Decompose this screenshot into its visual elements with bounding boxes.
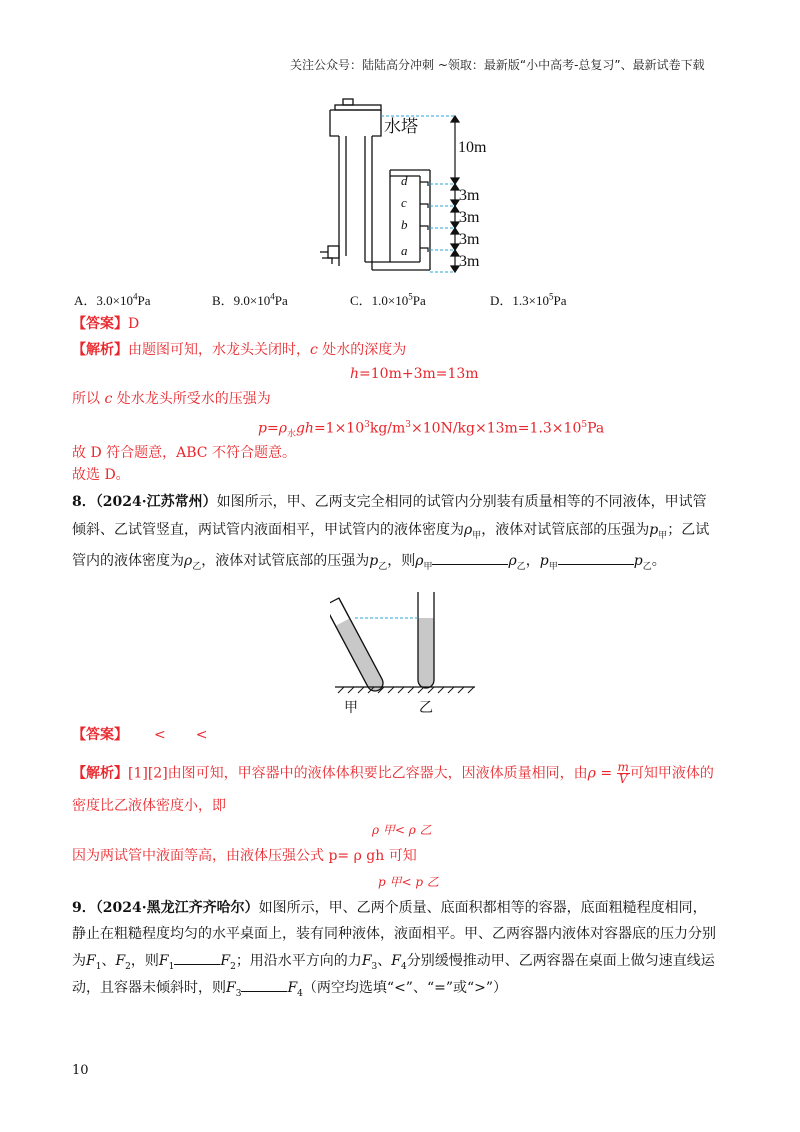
q9-blank-1 (174, 950, 220, 965)
page-number: 10 (72, 1063, 89, 1078)
q7-analysis-line2: 所以 c 处水龙头所受水的压强为 (72, 391, 271, 407)
option-c: C．$1.0\times 10^5Pa$ (350, 291, 426, 308)
label-yi: 乙 (419, 701, 433, 716)
q9-line4: 动，且容器未倾斜时，则$F_3$ $F_4$（两空均选填“<”、“=”或“>”） (72, 977, 507, 1004)
q8-formula-1: ρ 甲< ρ 乙 (372, 823, 432, 837)
q8-blank-2 (558, 550, 634, 565)
page-header: 关注公众号：陆陆高分冲刺 ~领取：最新版“小中高考-总复习”、最新试卷下载 (290, 58, 705, 72)
q8-analysis-line2: 密度比乙液体密度小，即 (72, 798, 226, 814)
q8-answer: 【答案】 < < (72, 727, 208, 743)
q8-stem-line3: 管内的液体密度为$\rho_乙$，液体对试管底部的压强为$p_乙$，则$\rho_甲$ $\rho_乙$，$p_甲$ $p_乙$。 (72, 550, 666, 577)
q8-formula-2: p 甲< p 乙 (378, 875, 439, 889)
option-b: B．$9.0\times 10^4Pa$ (212, 291, 288, 308)
q7-answer: 【答案】D (72, 316, 140, 332)
q8-stem-line2: 倾斜、乙试管竖直，两试管内液面相平，甲试管内的液体密度为$\rho_甲$，液体对试管底部的压强为$p_甲$；乙试 (72, 522, 710, 541)
tap-label-d: d (401, 173, 408, 188)
q9-line2: 静止在粗糙程度均匀的水平桌面上，装有同种液体，液面相平。甲、乙两容器内液体对容器底的压力分别 (72, 926, 716, 942)
tap-label-a: a (401, 243, 408, 258)
gap-label: 3m (459, 209, 480, 226)
tap-label-c: c (401, 195, 407, 210)
q7-formula-h: h=10m+3m=13m (350, 366, 479, 382)
tower-valve (343, 99, 353, 105)
q8-analysis-line1: 【解析】[1][2]由图可知，甲容器中的液体体积要比乙容器大，因液体质量相同，由ρ = $\frac{m}{V}$ 可知甲液体的 (72, 760, 714, 786)
q7-analysis-line1: 【解析】由题图可知，水龙头关闭时，c 处水的深度为 (72, 342, 407, 358)
q8-analysis-line3: 因为两试管中液面等高，由液体压强公式 p= ρ gh 可知 (72, 848, 417, 864)
test-tube-figure (330, 588, 480, 718)
q9-line1: 9．（2024·黑龙江齐齐哈尔）如图所示，甲、乙两个质量、底面积都相等的容器，底面粗糙程度相同， (72, 900, 707, 916)
q7-conclusion: 故 D 符合题意，ABC 不符合题意。 (72, 445, 296, 461)
q9-line3: 为$F_1$、$F_2$，则$F_1$ $F_2$；用沿水平方向的力$F_3$、$F_4$分别缓慢推动甲、乙两容器在桌面上做匀速直线运 (72, 950, 715, 977)
tower-label: 水塔 (384, 117, 418, 136)
gap-label: 3m (459, 231, 480, 248)
tap-label-b: b (401, 217, 408, 232)
q7-choice: 故选 D。 (72, 467, 130, 483)
q9-blank-2 (241, 977, 287, 992)
q8-stem-line1: 8．（2024·江苏常州）如图所示，甲、乙两支完全相同的试管内分别装有质量相等的不同液体，甲试管 (72, 494, 707, 510)
option-d: D．$1.3\times 10^5Pa$ (490, 291, 567, 308)
gap-label: 3m (459, 187, 480, 204)
q7-formula-p: $p=\rho_水gh=1\times 10^3kg/m^3\times 10N/kg\times 13m=1.3\times 10^5Pa$ (258, 420, 605, 440)
label-jia: 甲 (344, 701, 358, 716)
q8-blank-1 (432, 550, 508, 565)
height-label-10m: 10m (458, 139, 487, 156)
water-tower-figure (310, 96, 500, 282)
option-a: A．$3.0\times 10^4Pa$ (74, 291, 151, 308)
density-fraction: $\frac{m}{V}$ (617, 760, 629, 786)
gap-label: 3m (459, 253, 480, 270)
